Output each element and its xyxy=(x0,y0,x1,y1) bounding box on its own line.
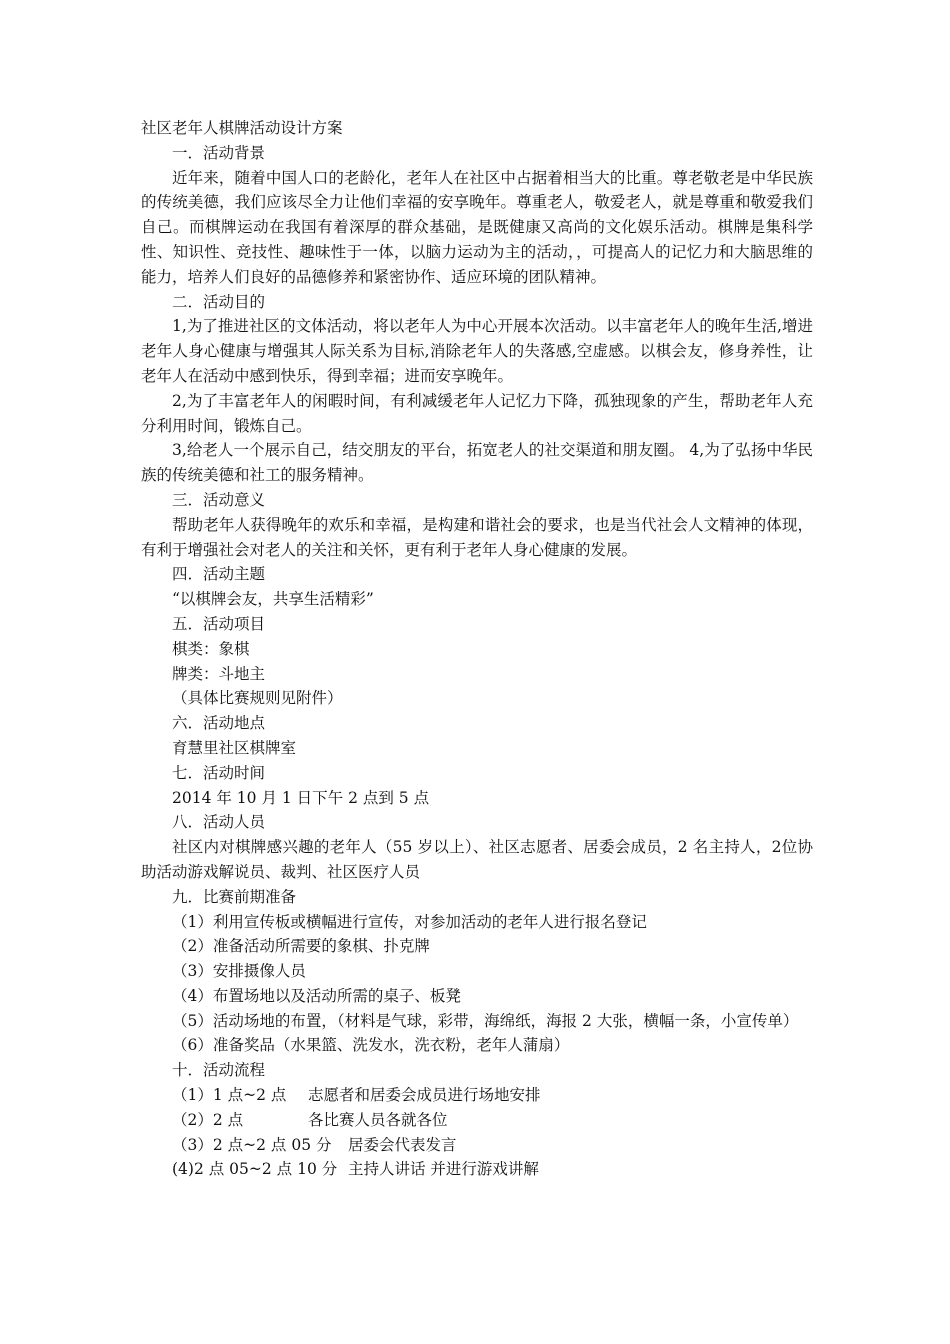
preparation-item: （3）安排摄像人员 xyxy=(172,962,306,981)
section-heading-purpose: 二．活动目的 xyxy=(172,292,266,311)
background-paragraph: 近年来，随着中国人口的老龄化，老年人在社区中占据着相当大的比重。尊老敬老是中华民族的传统美德，我们应该尽全力让他们幸福的安享晚年。尊重老人，敬爱老人，就是尊重和敬爱我们自己。而棋牌运动在我国有着深厚的群众基础，是既健康又高尚的文化娱乐活动。棋牌是集科学性、知识性、竞技性、趣味性于一体，以脑力运动为主的活动，，可提高人的记忆力和大脑思维的能力，培养人们良好的品德修养和紧密协作、适应环境的团队精神。 xyxy=(141,168,813,286)
section-heading-personnel: 八．活动人员 xyxy=(172,813,266,832)
theme-text: “以棋牌会友，共享生活精彩” xyxy=(172,590,374,609)
process-item xyxy=(141,1108,813,1133)
significance-paragraph: 帮助老年人获得晚年的欢乐和幸福，是构建和谐社会的要求，也是当代社会人文精神的体现，有利于增强社会对老人的关注和关怀，更有利于老年人身心健康的发展。 xyxy=(141,515,813,559)
process-desc: 居委会代表发言 xyxy=(348,1135,457,1154)
personnel-paragraph: 社区内对棋牌感兴趣的老年人（55 岁以上）、社区志愿者、居委会成员，2 名主持人，2位协助活动游戏解说员、裁判、社区医疗人员 xyxy=(141,838,813,881)
section-heading-background: 一．活动背景 xyxy=(172,143,266,162)
chess-item: 棋类：象棋 xyxy=(172,639,250,658)
preparation-item: （1）利用宣传板或横幅进行宣传，对参加活动的老年人进行报名登记 xyxy=(172,912,647,931)
section-heading-significance: 三．活动意义 xyxy=(172,490,266,509)
process-desc: 各比赛人员各就各位 xyxy=(308,1110,448,1129)
purpose-paragraph-1: 1,为了推进社区的文体活动，将以老年人为中心开展本次活动。以丰富老年人的晚年生活,增进老年人身心健康与增强其人际关系为目标,消除老年人的失落感,空虚感。以棋会友，修身养性，让老年人在活动中感到快乐，得到幸福；进而安享晚年。 xyxy=(141,317,813,385)
section-heading-theme: 四．活动主题 xyxy=(172,565,266,584)
preparation-item: （2）准备活动所需要的象棋、扑克牌 xyxy=(172,937,430,956)
preparation-item: （4）布置场地以及活动所需的桌子、板凳 xyxy=(172,986,461,1005)
process-desc: 志愿者和居委会成员进行场地安排 xyxy=(308,1086,541,1105)
location-text: 育慧里社区棋牌室 xyxy=(172,738,297,757)
preparation-item: （5）活动场地的布置，（材料是气球，彩带，海绵纸，海报 2 大张，横幅一条，小宣传单） xyxy=(172,1011,799,1030)
document-body xyxy=(141,116,813,1182)
process-item xyxy=(141,1157,813,1182)
section-heading-items: 五．活动项目 xyxy=(172,614,266,633)
document-title: 社区老年人棋牌活动设计方案 xyxy=(141,119,343,137)
process-item xyxy=(141,1133,813,1158)
process-time: （2）2 点 xyxy=(172,1110,244,1129)
section-heading-location: 六．活动地点 xyxy=(172,714,266,733)
process-desc: 主持人讲话 并进行游戏讲解 xyxy=(348,1160,539,1179)
process-time: （3）2 点~2 点 05 分 xyxy=(172,1135,332,1154)
card-item: 牌类：斗地主 xyxy=(172,664,266,683)
preparation-item: （6）准备奖品（水果篮、洗发水，洗衣粉，老年人蒲扇） xyxy=(172,1036,570,1055)
section-heading-preparation: 九．比赛前期准备 xyxy=(172,887,297,906)
process-time: （1）1 点~2 点 xyxy=(172,1086,287,1105)
purpose-paragraph-2: 2,为了丰富老年人的闲暇时间，有利减缓老年人记忆力下降，孤独现象的产生，帮助老年人充分利用时间，锻炼自己。 xyxy=(141,391,813,435)
section-heading-process: 十．活动流程 xyxy=(172,1061,266,1080)
purpose-paragraph-3: 3,给老人一个展示自己，结交朋友的平台，拓宽老人的社交渠道和朋友圈。 4,为了弘扬中华民族的传统美德和社工的服务精神。 xyxy=(141,441,813,485)
process-time: (4)2 点 05~2 点 10 分 xyxy=(172,1160,338,1179)
time-text: 2014 年 10 月 1 日下午 2 点到 5 点 xyxy=(172,788,430,807)
section-heading-time: 七．活动时间 xyxy=(172,763,266,782)
rules-note: （具体比赛规则见附件） xyxy=(172,689,343,708)
process-item xyxy=(141,1083,813,1108)
